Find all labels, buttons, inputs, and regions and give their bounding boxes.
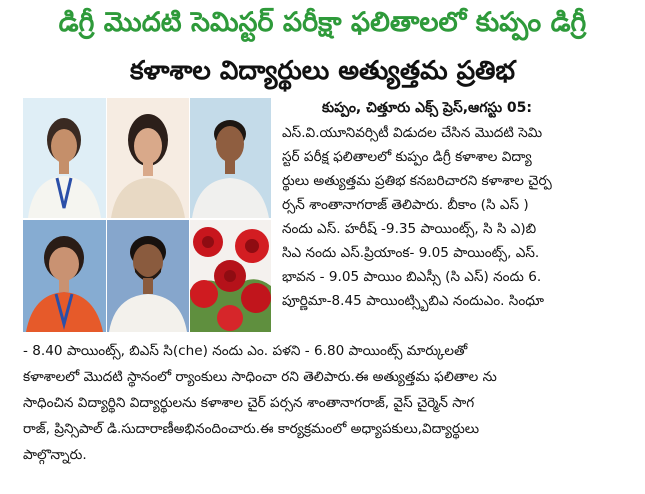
rose-bouquet-photo (190, 220, 271, 332)
student-photo-4 (23, 220, 106, 332)
student-photo-5 (107, 220, 189, 332)
body-line: ఎస్.వి.యూనివర్సిటీ విడుదల చేసిన మొదటి సెమి (282, 125, 543, 141)
headline: డిగ్రీ మొదటి సెమిస్టర్ పరీక్షా ఫలితాలలో కుప్పం డిగ్రీ (58, 7, 587, 38)
body-line: సిఎ నందు ఎస్.ప్రియాంక- 9.05 పాయింట్స్, ఎస్. (282, 245, 540, 261)
body-line: ర్సన్ శాంతానాగరాజ్ తెలిపారు. బీకాం (సి ఎస్ ) (282, 197, 529, 213)
body-line: కళాశాలలో మొదటి స్థానంలో ర్యాంకులు సాధించా రని తెలిపారు.ఈ అత్యుత్తమ ఫలితాల ను (23, 369, 497, 385)
student-photo-1 (23, 98, 106, 218)
subheadline: కళాశాల విద్యార్థులు అత్యుత్తమ ప్రతిభ (129, 56, 516, 86)
body-line: స్టర్ పరీక్ష ఫలితాలలో కుప్పం డిగ్రీ కళాశాల విద్యా (282, 149, 532, 165)
body-line: ర్థులు అత్యుత్తమ ప్రతిభ కనబరిచారని కళాశాల చైర్ప (282, 173, 552, 189)
student-photo-2 (107, 98, 189, 218)
body-line: రాజ్, ప్రిన్సిపాల్ డి.సుదారాణీఅభినందించారు.ఈ కార్యక్రమంలో అధ్యాపకులు,విద్యార్థులు (23, 421, 480, 437)
body-line: సాధించిన విద్యార్థిని విద్యార్థులను కళాశాల చైర్ పర్సన శాంతానాగరాజ్, వైస్ చైర్మెన్ సాగ (23, 395, 475, 411)
body-line: - 8.40 పాయింట్స్, బిఎస్ సి(che) నందు ఎం. పళని - 6.80 పాయింట్స్ మార్కులతో (23, 343, 468, 359)
dateline: కుప్పం, చిత్తూరు ఎక్స్ ప్రెస్,ఆగస్టు 05: (322, 100, 532, 116)
body-line: భావన - 9.05 పాయిం బిఎస్సీ (సి ఎస్) నందు 6. (282, 269, 542, 285)
body-line: పాల్గొన్నారు. (23, 447, 87, 463)
body-line: నందు ఎస్. హరీష్ -9.35 పాయింట్స్, సి సి ఎ)బి (282, 221, 537, 237)
body-line: పూర్ణిమా-8.45 పాయింట్స్బిబిఎ నందుఎం. సింధూ (282, 293, 544, 309)
student-photo-3 (190, 98, 271, 218)
